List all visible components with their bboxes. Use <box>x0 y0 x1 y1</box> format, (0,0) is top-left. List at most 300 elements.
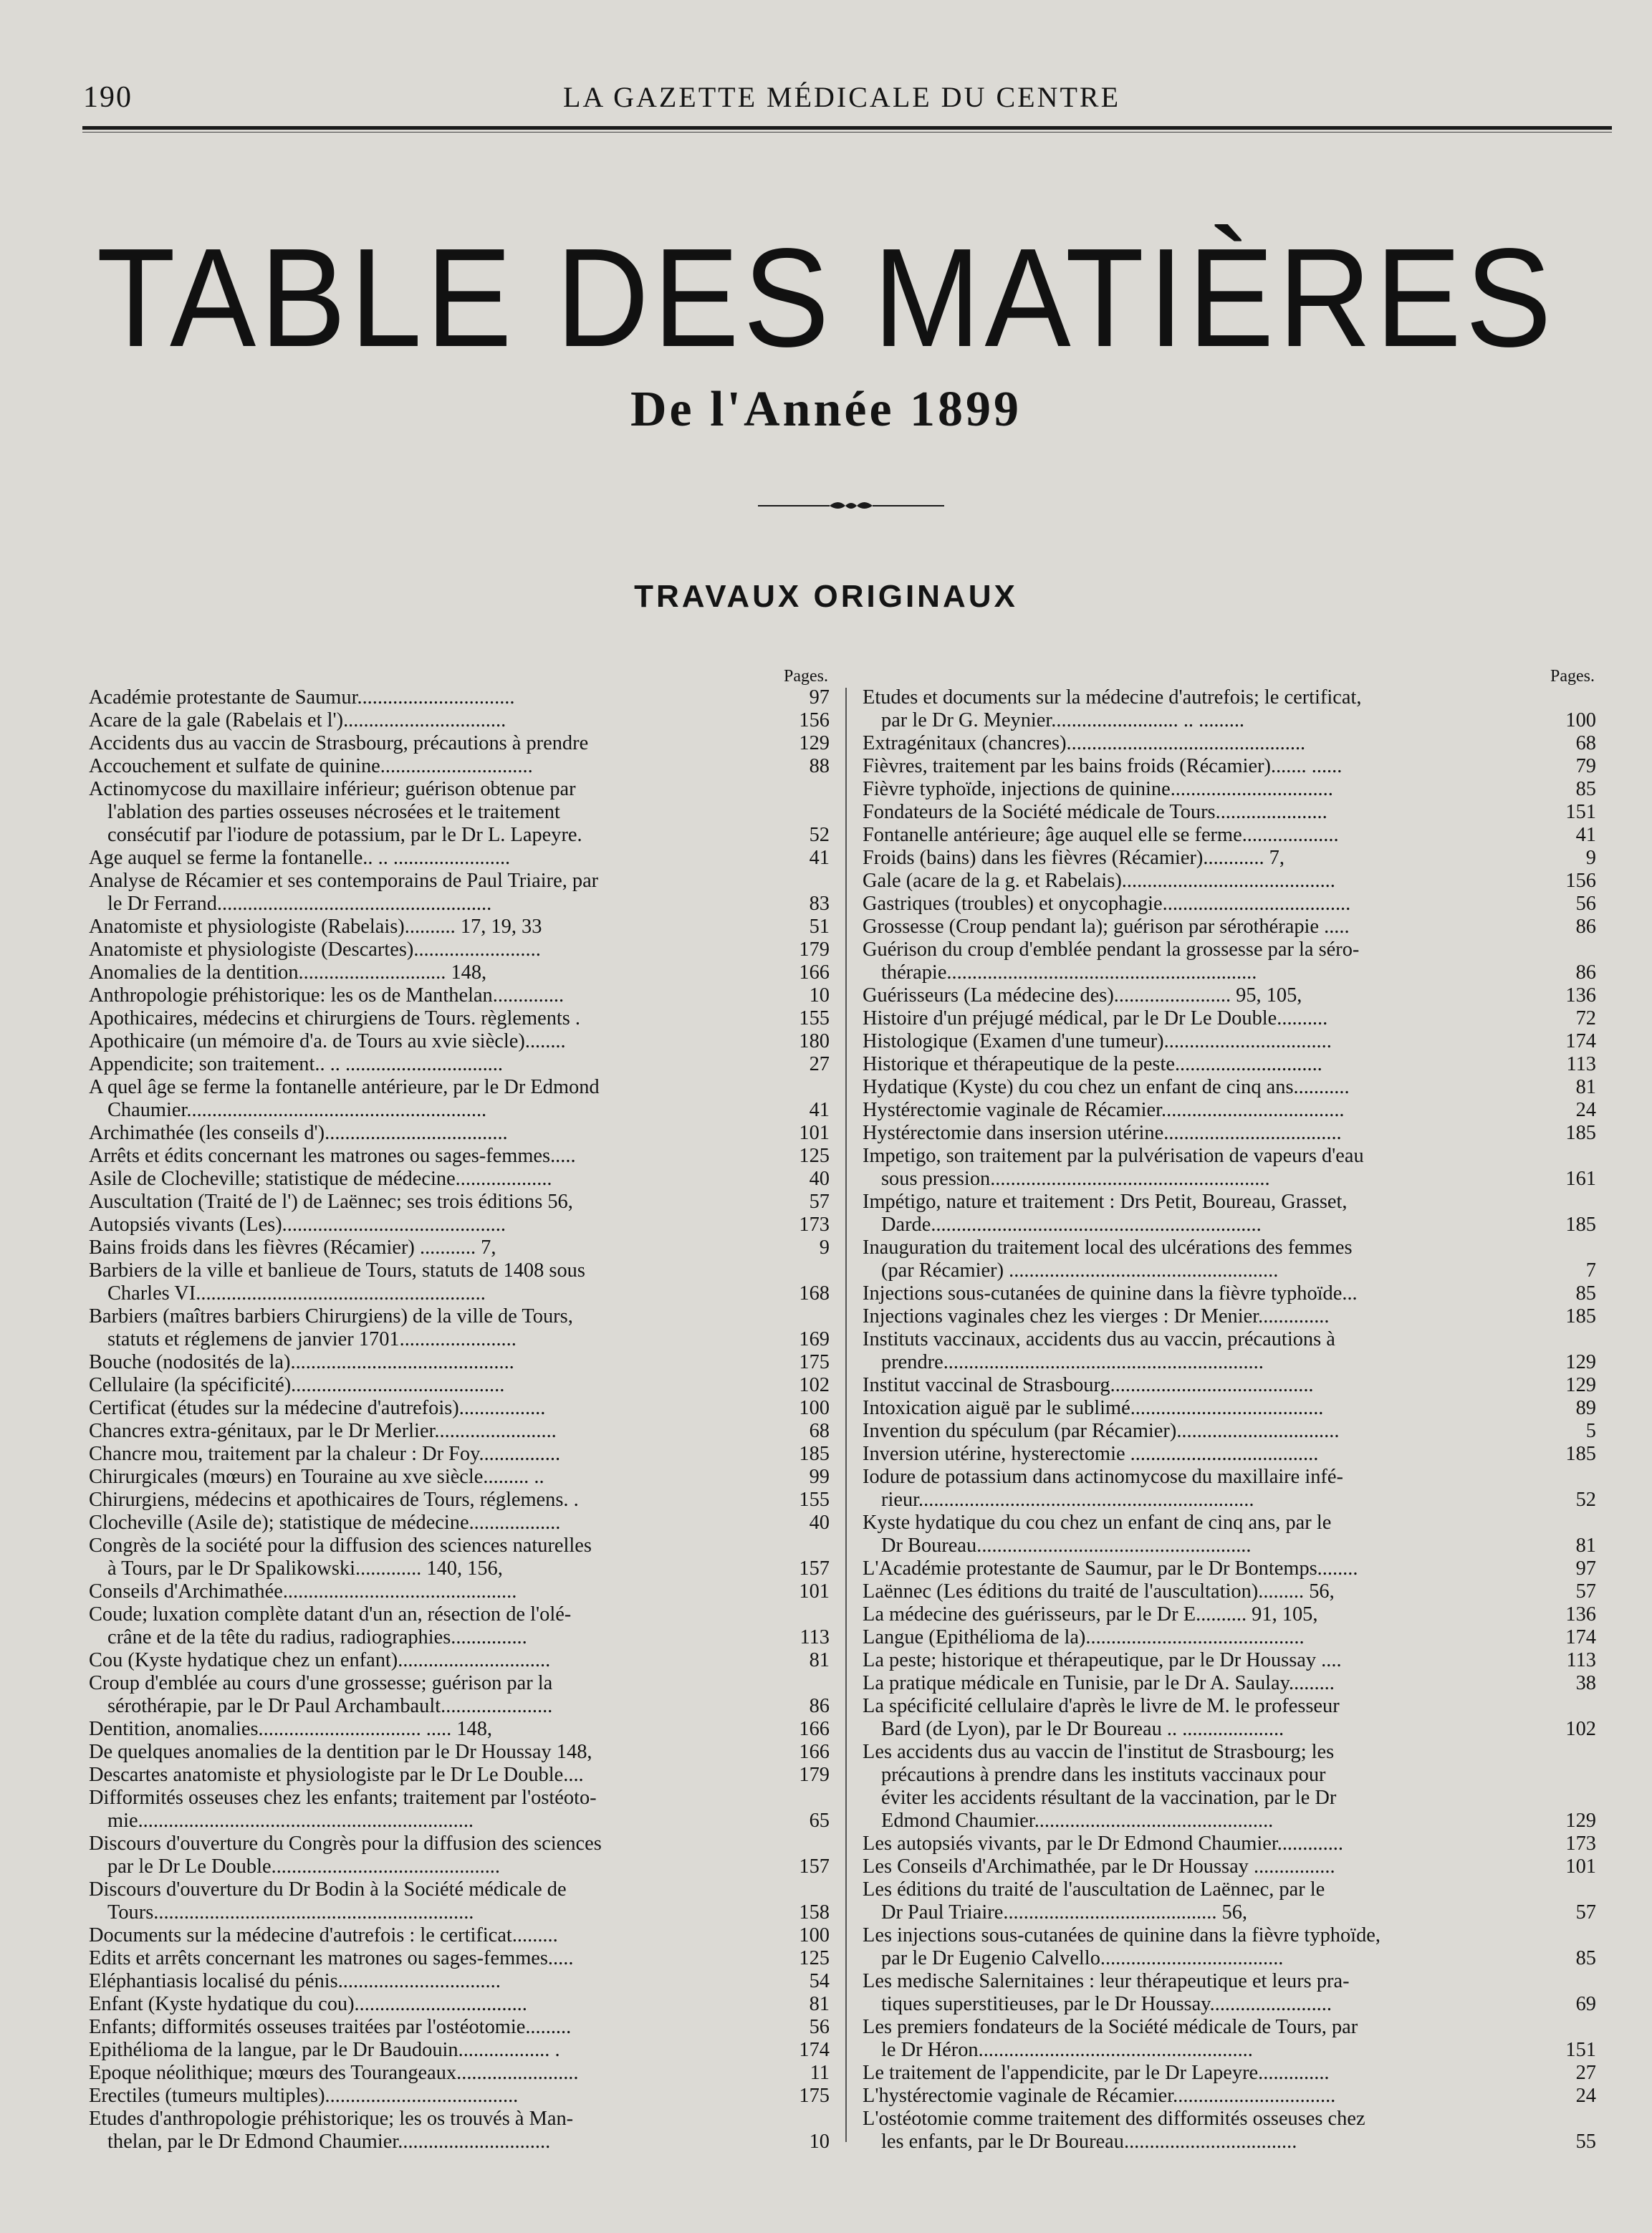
index-entry <box>89 1718 830 1741</box>
entry-page-number: 99 <box>809 1466 830 1488</box>
entry-text <box>863 2108 1553 2153</box>
entry-text <box>863 1328 1553 1374</box>
entry-page-number: 185 <box>1565 1305 1596 1327</box>
index-entry <box>863 1833 1596 1855</box>
entry-line: Invention du spéculum (par Récamier)................................ <box>863 1420 1340 1442</box>
entry-line: précautions à prendre dans les instituts vaccinaux pour <box>881 1764 1326 1786</box>
entry-page-number: 166 <box>799 961 830 984</box>
entry-line: Cellulaire (la spécificité).......................................... <box>89 1374 505 1396</box>
entry-page-number: 129 <box>1565 1351 1596 1373</box>
index-entry <box>89 2039 830 2062</box>
entry-page-number: 175 <box>799 1351 830 1373</box>
index-entry <box>89 1191 830 1214</box>
entry-page-number: 185 <box>1565 1214 1596 1236</box>
entry-text <box>863 1649 1553 1672</box>
entry-line: Etudes d'anthropologie préhistorique; les os trouvés à Man- <box>89 2108 574 2130</box>
entry-text <box>89 1764 769 1787</box>
entry-page-number: 185 <box>1565 1443 1596 1465</box>
index-entry <box>863 1512 1596 1557</box>
entry-page-number: 102 <box>1565 1718 1596 1740</box>
entry-page-number: 169 <box>799 1328 830 1350</box>
entry-line: thelan, par le Dr Edmond Chaumier.............................. <box>107 2131 551 2153</box>
entry-page-number: 86 <box>1575 916 1596 938</box>
index-entry <box>89 1764 830 1787</box>
entry-page-number: 113 <box>799 1626 830 1648</box>
entry-text <box>89 1535 769 1580</box>
index-entry <box>89 984 830 1007</box>
index-entry <box>89 709 830 732</box>
entry-page-number: 41 <box>809 1099 830 1121</box>
entry-text <box>863 1420 1553 1443</box>
entry-line: Hystérectomie dans insersion utérine................................... <box>863 1122 1342 1144</box>
entry-text <box>863 2085 1553 2108</box>
entry-page-number: 54 <box>809 1970 830 1992</box>
entry-line: La médecine des guérisseurs, par le Dr E.......... 91, 105, <box>863 1603 1318 1625</box>
entry-line: Instituts vaccinaux, accidents dus au vaccin, précautions à <box>863 1328 1335 1350</box>
entry-text <box>89 916 769 938</box>
entry-text <box>89 1076 769 1122</box>
entry-line: Anatomiste et physiologiste (Rabelais).......... 17, 19, 33 <box>89 916 542 938</box>
entry-line: Conseils d'Archimathée.............................................. <box>89 1580 517 1603</box>
right-column <box>863 666 1596 2153</box>
entry-line: Intoxication aiguë par le sublimé...................................... <box>863 1397 1324 1419</box>
index-entry <box>863 1443 1596 1466</box>
index-entry <box>863 1626 1596 1649</box>
entry-page-number: 100 <box>1565 709 1596 731</box>
entry-page-number: 129 <box>1565 1374 1596 1396</box>
entry-page-number: 81 <box>1575 1535 1596 1557</box>
entry-line: Apothicaires, médecins et chirurgiens de Tours. règlements . <box>89 1007 581 1029</box>
entry-text <box>89 1878 769 1924</box>
entry-line: Epoque néolithique; mœurs des Tourangeaux........................ <box>89 2062 579 2084</box>
entry-page-number: 27 <box>1575 2062 1596 2084</box>
index-entry <box>89 755 830 778</box>
index-entry <box>863 1282 1596 1305</box>
entry-text <box>89 1397 769 1420</box>
entry-line: consécutif par l'iodure de potassium, par le Dr L. Lapeyre. <box>107 824 582 846</box>
entry-page-number: 179 <box>799 938 830 961</box>
entry-line: La peste; historique et thérapeutique, par le Dr Houssay .... <box>863 1649 1342 1671</box>
entry-line: Grossesse (Croup pendant la); guérison par sérothérapie ..... <box>863 916 1350 938</box>
entry-line: Appendicite; son traitement.. .. ............................... <box>89 1053 503 1075</box>
entry-line: Les Conseils d'Archimathée, par le Dr Houssay ................ <box>863 1855 1335 1878</box>
index-entry <box>89 1924 830 1947</box>
entry-text <box>863 1970 1553 2016</box>
entry-text <box>89 984 769 1007</box>
entry-page-number: 113 <box>1566 1053 1596 1075</box>
entry-line: Accidents dus au vaccin de Strasbourg, précautions à prendre <box>89 732 589 754</box>
entry-line: Barbiers de la ville et banlieue de Tours, statuts de 1408 sous <box>89 1259 585 1282</box>
entry-line: par le Dr Le Double............................................. <box>107 1855 501 1878</box>
index-entry <box>863 1099 1596 1122</box>
entry-line: Bains froids dans les fièvres (Récamier) ........... 7, <box>89 1236 496 1259</box>
index-entry <box>863 801 1596 824</box>
entry-text <box>89 732 769 755</box>
entry-page-number: 129 <box>1565 1810 1596 1832</box>
entry-text <box>863 1443 1553 1466</box>
entry-line: crâne et de la tête du radius, radiographies............... <box>107 1626 527 1648</box>
entry-page-number: 81 <box>809 1649 830 1671</box>
entry-text <box>89 1649 769 1672</box>
entry-line: Erectiles (tumeurs multiples)...................................... <box>89 2085 519 2107</box>
entry-page-number: 10 <box>809 984 830 1007</box>
index-entry <box>863 938 1596 984</box>
main-title: TABLE DES MATIÈRES <box>96 219 1556 376</box>
entry-page-number: 68 <box>1575 732 1596 754</box>
index-entry <box>89 686 830 709</box>
entry-page-number: 72 <box>1575 1007 1596 1029</box>
entry-text <box>863 1099 1553 1122</box>
index-entry <box>863 1649 1596 1672</box>
entry-text <box>89 1466 769 1489</box>
entry-line: L'ostéotomie comme traitement des difformités osseuses chez <box>863 2108 1365 2130</box>
entry-line: Kyste hydatique du cou chez un enfant de cinq ans, par le <box>863 1512 1332 1534</box>
index-entry <box>89 778 830 847</box>
entry-line: statuts et réglemens de janvier 1701....................... <box>107 1328 517 1350</box>
entry-text <box>89 709 769 732</box>
entry-page-number: 173 <box>1565 1833 1596 1855</box>
entry-page-number: 166 <box>799 1718 830 1740</box>
entry-text <box>863 1030 1553 1053</box>
entry-text <box>863 1557 1553 1580</box>
entry-line: Edmond Chaumier............................................... <box>881 1810 1274 1832</box>
entry-page-number: 185 <box>799 1443 830 1465</box>
entry-text <box>863 1833 1553 1855</box>
index-entry <box>863 2085 1596 2108</box>
column-divider <box>845 688 847 2142</box>
entry-text <box>863 1672 1553 1695</box>
entry-text <box>863 1512 1553 1557</box>
entry-line: (par Récamier) ..................................................... <box>881 1259 1279 1282</box>
entry-page-number: 101 <box>799 1580 830 1603</box>
entry-text <box>89 1443 769 1466</box>
entry-line: l'ablation des parties osseuses nécrosées et le traitement <box>107 801 560 823</box>
entry-text <box>89 1947 769 1970</box>
index-entry <box>863 870 1596 893</box>
entry-text <box>89 1580 769 1603</box>
index-entry <box>89 732 830 755</box>
entry-page-number: 100 <box>799 1397 830 1419</box>
entry-page-number: 7 <box>1585 1259 1596 1282</box>
entry-line: Cou (Kyste hydatique chez un enfant).............................. <box>89 1649 551 1671</box>
entry-line: sous pression....................................................... <box>881 1168 1270 1190</box>
entry-line: Charles VI......................................................... <box>107 1282 486 1305</box>
entry-text <box>89 1214 769 1236</box>
entry-text <box>863 2062 1553 2085</box>
entry-page-number: 155 <box>799 1007 830 1029</box>
entry-text <box>89 847 769 870</box>
entry-line: Bouche (nodosités de la)............................................ <box>89 1351 514 1373</box>
entry-page-number: 65 <box>809 1810 830 1832</box>
entry-page-number: 136 <box>1565 1603 1596 1625</box>
entry-page-number: 68 <box>809 1420 830 1442</box>
entry-line: Iodure de potassium dans actinomycose du maxillaire infé- <box>863 1466 1343 1488</box>
entry-line: Apothicaire (un mémoire d'a. de Tours au xvie siècle)........ <box>89 1030 566 1052</box>
entry-text <box>863 824 1553 847</box>
right-entry-list <box>863 686 1596 2153</box>
header-rule-thin <box>82 132 1612 133</box>
index-entry <box>89 1489 830 1512</box>
entry-line: Guérisseurs (La médecine des)....................... 95, 105, <box>863 984 1302 1007</box>
entry-text <box>89 778 769 847</box>
index-entry <box>89 2085 830 2108</box>
entry-line: Les accidents dus au vaccin de l'institut de Strasbourg; les <box>863 1741 1335 1763</box>
index-entry <box>863 1855 1596 1878</box>
index-entry <box>89 1214 830 1236</box>
index-entry <box>863 1397 1596 1420</box>
entry-page-number: 41 <box>1575 824 1596 846</box>
entry-line: Institut vaccinal de Strasbourg........................................ <box>863 1374 1314 1396</box>
entry-text <box>89 1053 769 1076</box>
entry-line: Coude; luxation complète datant d'un an, résection de l'olé- <box>89 1603 572 1625</box>
entry-line: Discours d'ouverture du Congrès pour la diffusion des sciences <box>89 1833 602 1855</box>
index-entry <box>863 1328 1596 1374</box>
index-entry <box>89 1145 830 1168</box>
index-entry <box>863 1603 1596 1626</box>
index-entry <box>863 755 1596 778</box>
entry-line: Bard (de Lyon), par le Dr Boureau .. .................... <box>881 1718 1284 1740</box>
entry-line: le Dr Héron...................................................... <box>881 2039 1253 2061</box>
entry-line: Inauguration du traitement local des ulcérations des femmes <box>863 1236 1353 1259</box>
pages-label: Pages. <box>1550 667 1595 686</box>
entry-text <box>89 1512 769 1535</box>
entry-line: Edits et arrêts concernant les matrones ou sages-femmes..... <box>89 1947 574 1969</box>
entry-page-number: 157 <box>799 1557 830 1580</box>
index-entry <box>863 984 1596 1007</box>
entry-page-number: 38 <box>1575 1672 1596 1694</box>
entry-page-number: 166 <box>799 1741 830 1763</box>
entry-line: De quelques anomalies de la dentition par le Dr Houssay 148, <box>89 1741 592 1763</box>
entry-text <box>89 1007 769 1030</box>
entry-line: à Tours, par le Dr Spalikowski............. 140, 156, <box>107 1557 503 1580</box>
entry-line: Actinomycose du maxillaire inférieur; guérison obtenue par <box>89 778 576 800</box>
index-entry <box>89 847 830 870</box>
entry-page-number: 174 <box>1565 1626 1596 1648</box>
entry-page-number: 161 <box>1565 1168 1596 1190</box>
entry-line: Acare de la gale (Rabelais et l')................................ <box>89 709 506 731</box>
index-entry <box>89 1351 830 1374</box>
entry-page-number: 55 <box>1575 2131 1596 2153</box>
entry-text <box>89 1970 769 1993</box>
entry-text <box>89 755 769 778</box>
index-entry <box>89 1397 830 1420</box>
index-entry <box>863 1374 1596 1397</box>
index-entry <box>863 1053 1596 1076</box>
entry-text <box>863 732 1553 755</box>
index-entry <box>863 2062 1596 2085</box>
entry-text <box>89 1718 769 1741</box>
entry-line: Dr Paul Triaire.......................................... 56, <box>881 1901 1248 1924</box>
entry-line: Epithélioma de la langue, par le Dr Baudouin.................. . <box>89 2039 560 2061</box>
entry-page-number: 89 <box>1575 1397 1596 1419</box>
entry-text <box>863 686 1553 732</box>
entry-page-number: 125 <box>799 1947 830 1969</box>
entry-line: Fontanelle antérieure; âge auquel elle se ferme................... <box>863 824 1339 846</box>
entry-text <box>863 1122 1553 1145</box>
entry-line: le Dr Ferrand...................................................... <box>107 893 492 915</box>
index-entry <box>863 1076 1596 1099</box>
entry-page-number: 136 <box>1565 984 1596 1007</box>
entry-line: Arrêts et édits concernant les matrones ou sages-femmes..... <box>89 1145 576 1167</box>
entry-text <box>89 1259 769 1305</box>
index-entry <box>89 961 830 984</box>
entry-text <box>863 1580 1553 1603</box>
index-entry <box>89 1053 830 1076</box>
entry-text <box>89 1603 769 1649</box>
index-entry <box>863 2108 1596 2153</box>
entry-line: Les medische Salernitaines : leur thérapeutique et leurs pra- <box>863 1970 1350 1992</box>
index-entry <box>863 1924 1596 1970</box>
entry-text <box>863 1305 1553 1328</box>
index-entry <box>863 847 1596 870</box>
index-entry <box>89 1374 830 1397</box>
left-column <box>89 666 830 2153</box>
entry-page-number: 40 <box>809 1168 830 1190</box>
entry-line: Discours d'ouverture du Dr Bodin à la Société médicale de <box>89 1878 567 1901</box>
index-entry <box>863 1191 1596 1236</box>
entry-line: Histologique (Examen d'une tumeur)................................. <box>863 1030 1332 1052</box>
index-entry <box>89 1259 830 1305</box>
index-entry <box>89 1512 830 1535</box>
entry-line: sérothérapie, par le Dr Paul Archambault...................... <box>107 1695 553 1717</box>
entry-page-number: 83 <box>809 893 830 915</box>
entry-page-number: 125 <box>799 1145 830 1167</box>
subtitle: De l'Année 1899 <box>630 382 1022 437</box>
entry-text <box>863 1626 1553 1649</box>
entry-line: La pratique médicale en Tunisie, par le Dr A. Saulay......... <box>863 1672 1335 1694</box>
entry-page-number: 168 <box>799 1282 830 1305</box>
index-entry <box>89 1970 830 1993</box>
entry-page-number: 57 <box>1575 1580 1596 1603</box>
entry-text <box>863 778 1553 801</box>
index-entry <box>863 1145 1596 1191</box>
entry-page-number: 185 <box>1565 1122 1596 1144</box>
entry-line: rieur.................................................................. <box>881 1489 1254 1511</box>
entry-page-number: 57 <box>809 1191 830 1213</box>
entry-text <box>89 1236 769 1259</box>
entry-line: Auscultation (Traité de l') de Laënnec; ses trois éditions 56, <box>89 1191 573 1213</box>
entry-line: Injections vaginales chez les vierges : Dr Menier.............. <box>863 1305 1330 1327</box>
entry-page-number: 24 <box>1575 1099 1596 1121</box>
entry-text <box>89 1489 769 1512</box>
running-header <box>79 80 1605 123</box>
entry-line: Les injections sous-cutanées de quinine dans la fièvre typhoïde, <box>863 1924 1380 1946</box>
entry-text <box>89 1168 769 1191</box>
index-entry <box>863 686 1596 732</box>
entry-page-number: 56 <box>809 2016 830 2038</box>
index-entry <box>89 1122 830 1145</box>
index-entry <box>863 1007 1596 1030</box>
entry-line: Hystérectomie vaginale de Récamier.................................... <box>863 1099 1345 1121</box>
entry-page-number: 151 <box>1565 2039 1596 2061</box>
entry-line: Langue (Epithélioma de la)........................................... <box>863 1626 1305 1648</box>
index-entry <box>89 1076 830 1122</box>
journal-title: LA GAZETTE MÉDICALE DU CENTRE <box>562 81 1120 113</box>
entry-line: Dr Boureau...................................................... <box>881 1535 1252 1557</box>
entry-line: Inversion utérine, hysterectomie ..................................... <box>863 1443 1319 1465</box>
entry-page-number: 41 <box>809 847 830 869</box>
entry-line: Guérison du croup d'emblée pendant la grossesse par la séro- <box>863 938 1360 961</box>
entry-line: Académie protestante de Saumur............................... <box>89 686 515 709</box>
entry-page-number: 52 <box>1575 1489 1596 1511</box>
index-entry <box>863 916 1596 938</box>
entry-text <box>89 961 769 984</box>
entry-text <box>863 1924 1553 1970</box>
entry-text <box>863 1282 1553 1305</box>
entry-line: Histoire d'un préjugé médical, par le Dr Le Double.......... <box>863 1007 1328 1029</box>
left-entry-list <box>89 686 830 2153</box>
entry-line: Barbiers (maîtres barbiers Chirurgiens) de la ville de Tours, <box>89 1305 573 1327</box>
entry-page-number: 174 <box>1565 1030 1596 1052</box>
entry-text <box>89 2085 769 2108</box>
entry-text <box>863 916 1553 938</box>
index-entry <box>89 916 830 938</box>
entry-page-number: 79 <box>1575 755 1596 777</box>
index-entry <box>89 1580 830 1603</box>
entry-line: Gale (acare de la g. et Rabelais).......................................... <box>863 870 1335 892</box>
index-entry <box>89 1603 830 1649</box>
index-entry <box>89 1466 830 1489</box>
entry-page-number: 157 <box>799 1855 830 1878</box>
entry-line: Clocheville (Asile de); statistique de médecine.................. <box>89 1512 561 1534</box>
entry-line: Darde................................................................. <box>881 1214 1262 1236</box>
entry-text <box>89 1191 769 1214</box>
entry-line: Autopsiés vivants (Les)............................................ <box>89 1214 506 1236</box>
entry-text <box>89 870 769 916</box>
entry-text <box>89 2039 769 2062</box>
entry-line: Enfants; difformités osseuses traitées par l'ostéotomie......... <box>89 2016 572 2038</box>
index-entry <box>89 1649 830 1672</box>
entry-line: Age auquel se ferme la fontanelle.. .. ....................... <box>89 847 511 869</box>
entry-page-number: 9 <box>1585 847 1596 869</box>
entry-line: Documents sur la médecine d'autrefois : le certificat......... <box>89 1924 558 1946</box>
entry-text <box>89 1305 769 1351</box>
entry-line: Analyse de Récamier et ses contemporains de Paul Triaire, par <box>89 870 599 892</box>
entry-page-number: 102 <box>799 1374 830 1396</box>
entry-page-number: 5 <box>1585 1420 1596 1442</box>
entry-line: prendre............................................................... <box>881 1351 1264 1373</box>
entry-line: L'Académie protestante de Saumur, par le Dr Bontemps........ <box>863 1557 1358 1580</box>
entry-text <box>863 1007 1553 1030</box>
section-heading: TRAVAUX ORIGINAUX <box>634 579 1018 614</box>
entry-text <box>89 1122 769 1145</box>
entry-page-number: 81 <box>1575 1076 1596 1098</box>
entry-text <box>863 893 1553 916</box>
entry-line: par le Dr G. Meynier......................... .. ......... <box>881 709 1245 731</box>
entry-page-number: 156 <box>799 709 830 731</box>
entry-page-number: 156 <box>1565 870 1596 892</box>
entry-line: Les premiers fondateurs de la Société médicale de Tours, par <box>863 2016 1358 2038</box>
entry-text <box>863 1076 1553 1099</box>
entry-text <box>863 755 1553 778</box>
index-entry <box>89 1420 830 1443</box>
entry-line: Chaumier........................................................... <box>107 1099 487 1121</box>
entry-page-number: 101 <box>1565 1855 1596 1878</box>
entry-page-number: 158 <box>799 1901 830 1924</box>
index-entry <box>863 1420 1596 1443</box>
entry-text <box>89 1030 769 1053</box>
entry-line: Anthropologie préhistorique: les os de Manthelan.............. <box>89 984 565 1007</box>
entry-page-number: 11 <box>810 2062 830 2084</box>
entry-page-number: 86 <box>1575 961 1596 984</box>
index-entry <box>89 1535 830 1580</box>
pages-label: Pages. <box>784 667 828 686</box>
entry-text <box>89 686 769 709</box>
entry-line: Dentition, anomalies................................ ..... 148, <box>89 1718 493 1740</box>
index-entry <box>89 1007 830 1030</box>
entry-page-number: 56 <box>1575 893 1596 915</box>
index-entry <box>89 1443 830 1466</box>
